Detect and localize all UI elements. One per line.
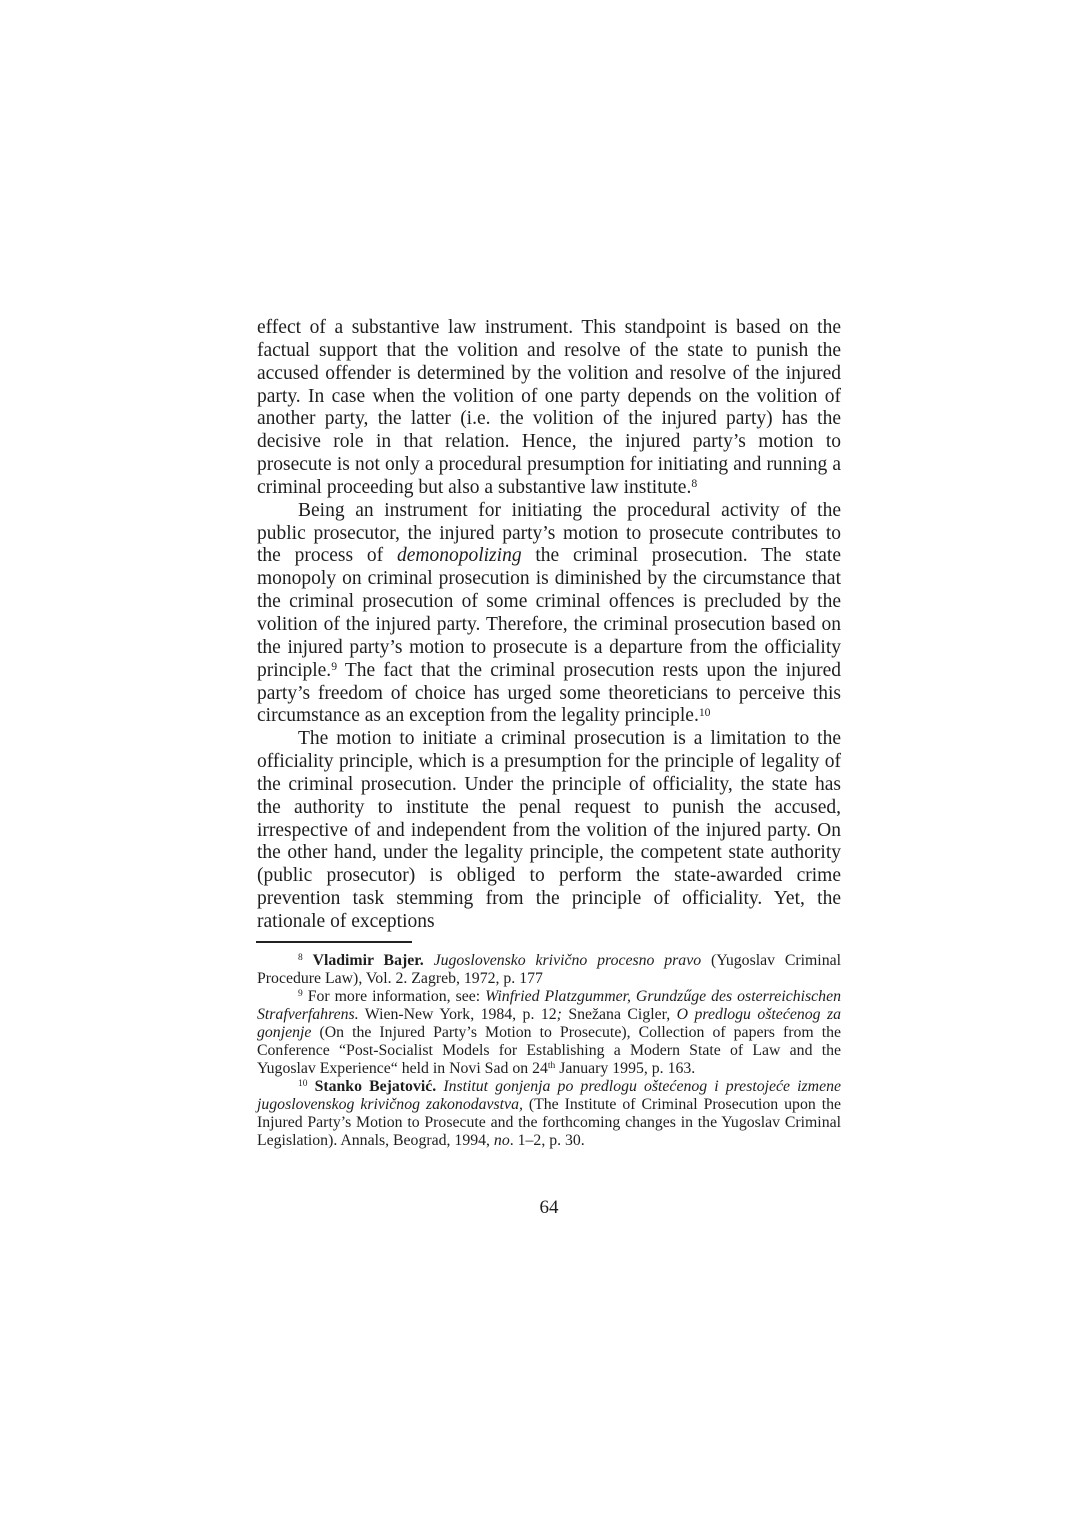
paragraph-1: effect of a substantive law instrument. This standpoint is based on the factual support that the volition and resolve of the state to punish the accused offender is determined by the volition and resolve of the injured party. In case when the volition of one party depends on the volition of another party, the latter (i.e. the volition of the injured party) has the decisive role in that relation. Hence, the injured party’s motion to prosecute is not only a procedural presumption for initiating and running a criminal proceeding but also a substantive law institute.$^8$ xyxy=(257,317,841,498)
footnote-10: $^{10}$ Stanko Bejatović. Institut gonjenja po predlogu oštećenog i prestojeće izmene jugoslovenskog krivičnog zakonodavstva, (The Institute of Criminal Prosecution upon the Injured Party’s Motion to Prosecute and the forthcoming changes in the Yugoslav Criminal Legislation). Annals, Beograd, 1994, no. 1–2, p. 30. xyxy=(257,1078,842,1149)
footnote-9: $^9$ For more information, see: Winfried Platzgummer, Grundzűge des osterreichischen Strafverfahrens. Wien-New York, 1984, p. 12; Snežana Cigler, O predlogu oštećenog za gonjenje (On the Injured Party’s Motion to Prosecute), Collection of papers from the Conference “Post-Socialist Models for Establishing a Modern State of Law and the Yugoslav Experience“ held in Novi Sad on 24th January 1995, p. 163. xyxy=(257,988,842,1077)
paragraph-2: Being an instrument for initiating the procedural activity of the public prosecutor, the injured party’s motion to prosecute contributes to the process of demonopolizing the criminal prosecution. The state monopoly on criminal prosecution is diminished by the circumstance that the criminal prosecution of some criminal offences is precluded by the volition of the injured party. Therefore, the criminal prosecution based on the injured party’s motion to prosecute is a departure from the officiality principle.$^9$ The fact that the criminal prosecution rests upon the injured party’s freedom of choice has urged some theoreticians to perceive this circumstance as an exception from the legality principle.$^{10}$ xyxy=(257,499,841,727)
footnotes-block xyxy=(257,952,841,1150)
body-text-block xyxy=(257,317,841,934)
page-number: 64 xyxy=(539,1197,559,1218)
footnote-8: $^8$ Vladimir Bajer. Jugoslovensko krivično procesno pravo (Yugoslav Criminal Procedure Law), Vol. 2. Zagreb, 1972, p. 177 xyxy=(257,952,841,987)
paragraph-3: The motion to initiate a criminal prosecution is a limitation to the officiality principle, which is a presumption for the principle of legality of the criminal prosecution. Under the principle of officiality, the state has the authority to institute the penal request to punish the accused, irrespective of and independent from the volition of the injured party. On the other hand, under the legality principle, the competent state authority (public prosecutor) is obliged to perform the state-awarded crime prevention task stemming from the principle of officiality. Yet, the rationale of exceptions xyxy=(257,728,841,932)
footnote-separator xyxy=(256,941,412,943)
